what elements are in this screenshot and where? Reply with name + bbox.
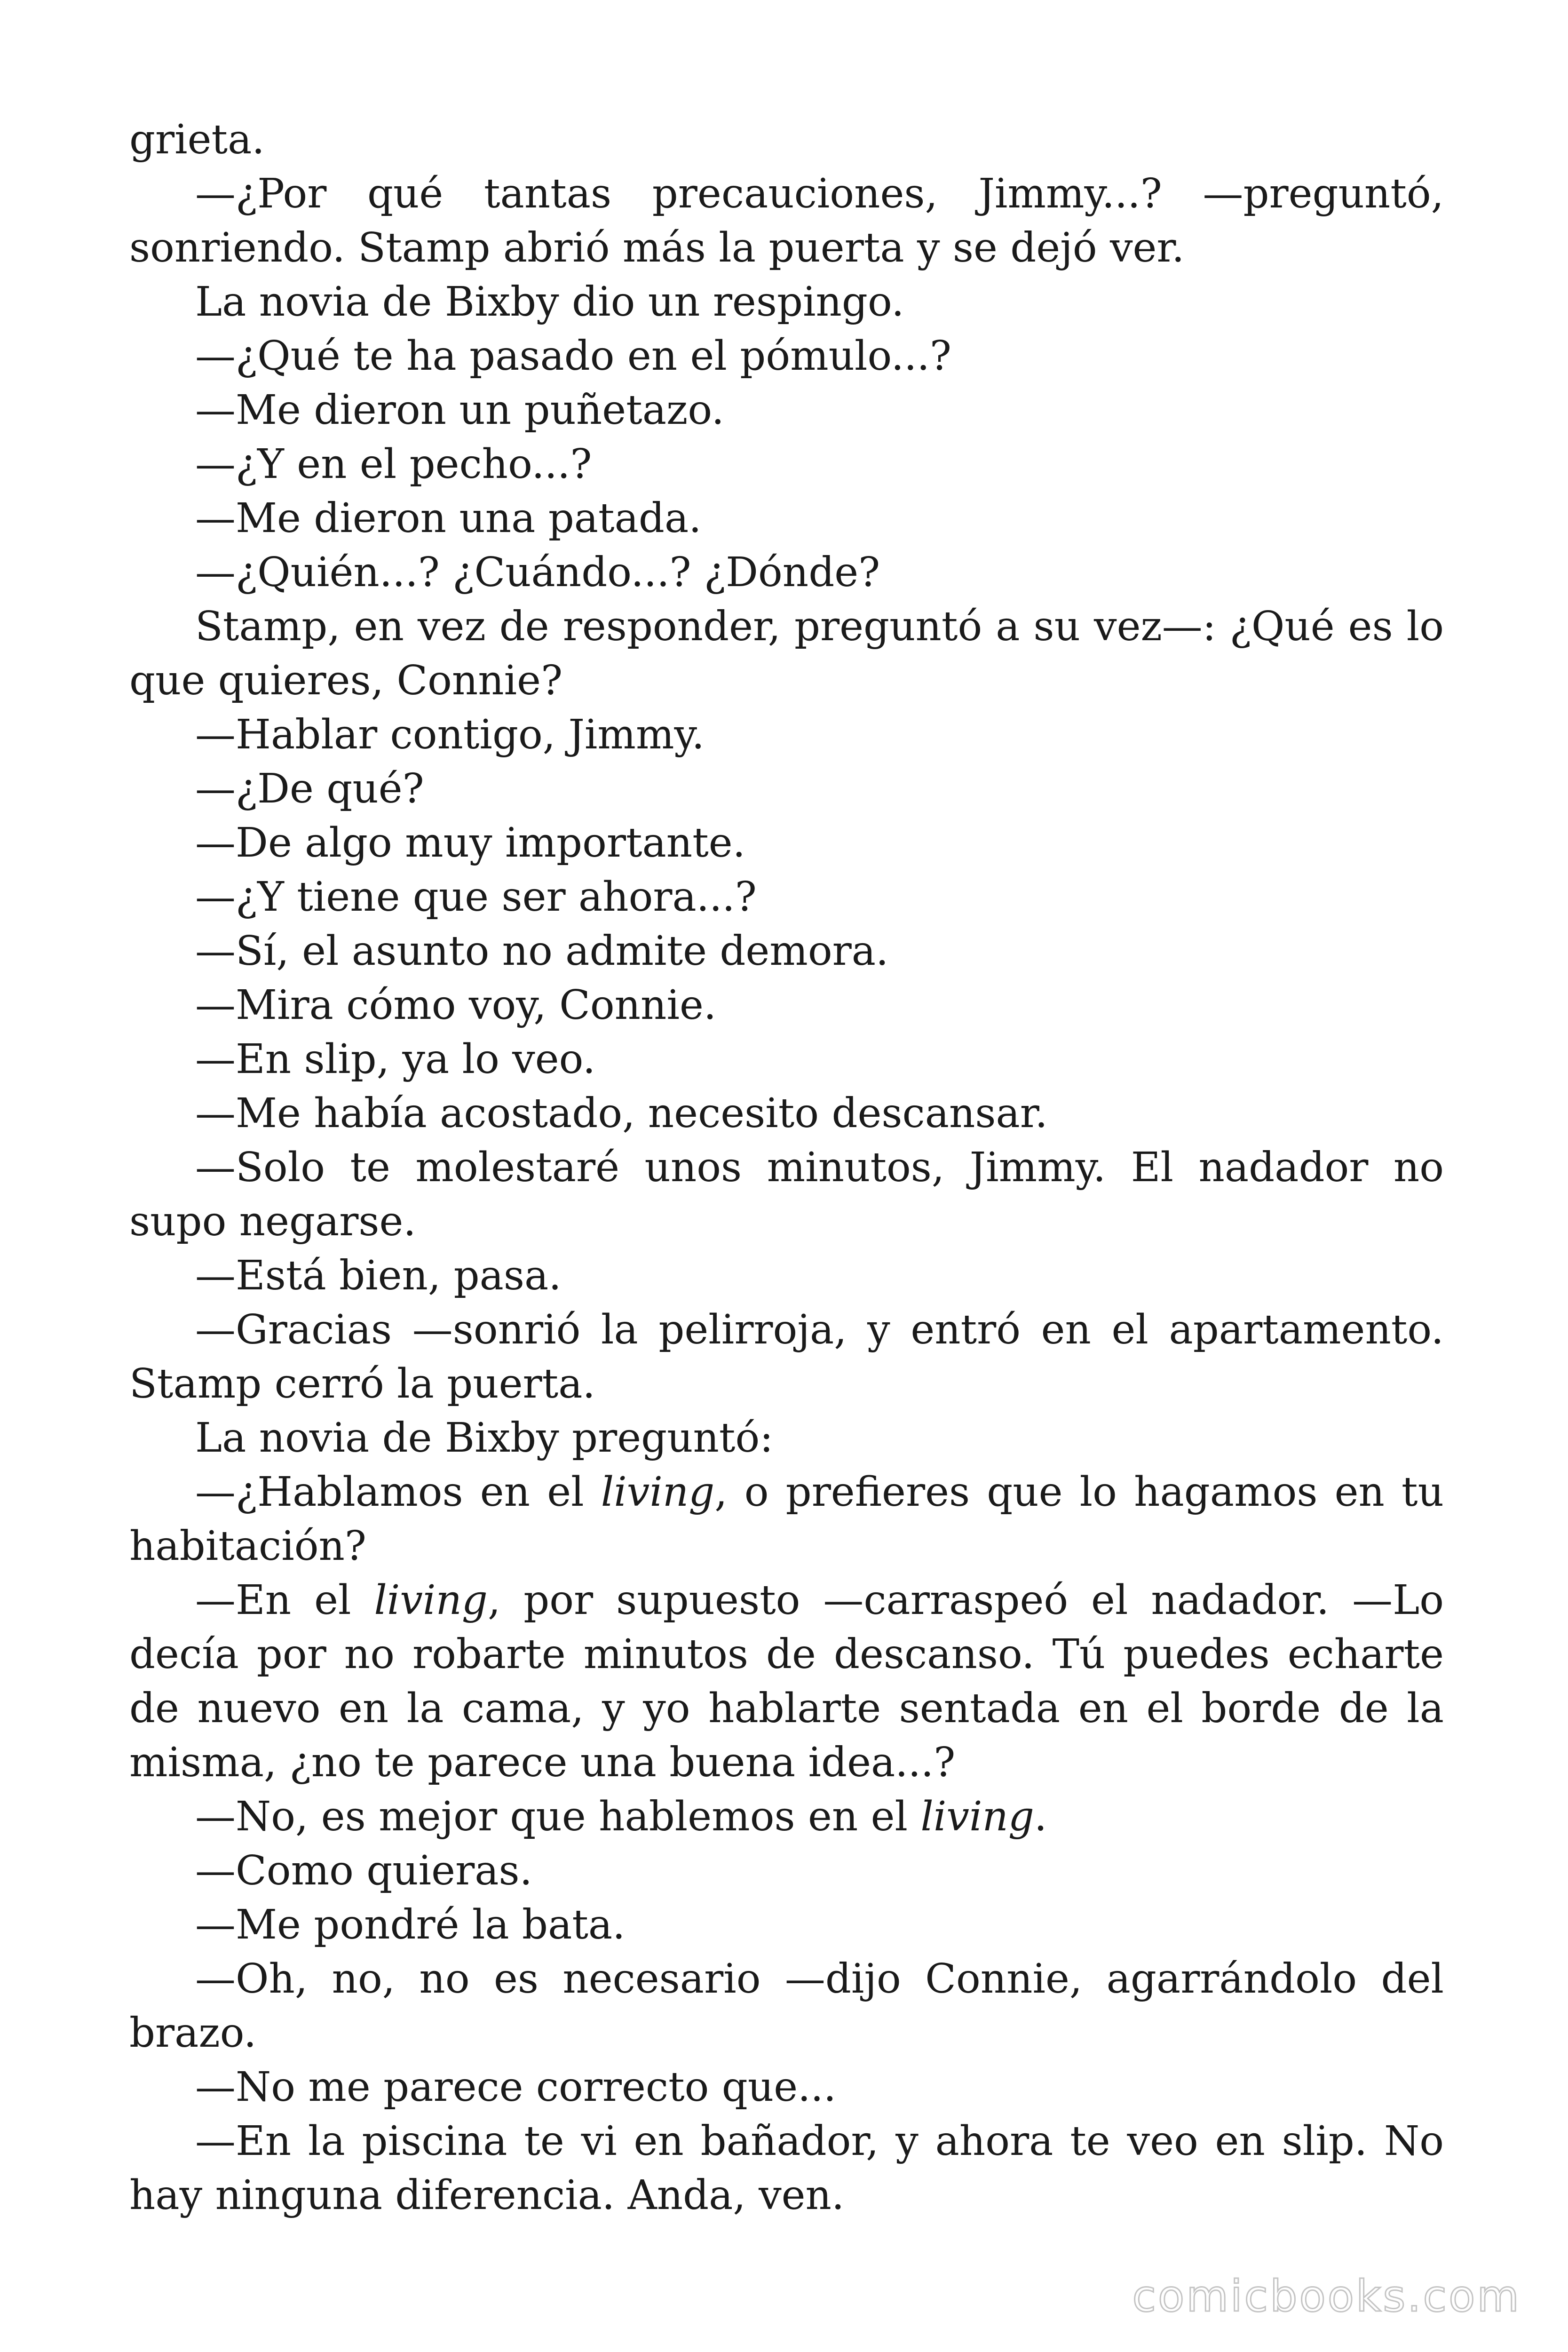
paragraph: —¿Por qué tantas precauciones, Jimmy...? —preguntó, sonriendo. Stamp abrió más la puerta y se dejó ver. — [129, 170, 1444, 271]
paragraph: —En slip, ya lo veo. — [195, 1036, 596, 1083]
paragraph: —¿De qué? — [195, 765, 424, 812]
paragraph: —¿Y en el pecho...? — [195, 441, 592, 488]
paragraph: —Oh, no, no es necesario —dijo Connie, agarrándolo del brazo. — [129, 1955, 1444, 2057]
paragraph: grieta. — [129, 116, 265, 163]
paragraph: —En la piscina te vi en bañador, y ahora te veo en slip. No hay ninguna diferencia. Anda, ven. — [129, 2118, 1444, 2219]
text-run: . — [1034, 1793, 1047, 1840]
paragraph — [129, 1790, 1444, 1844]
italic-word: living — [374, 1577, 488, 1624]
text-run: , por supuesto —carraspeó el nadador. —Lo decía por no robarte minutos de descanso. Tú puedes echarte de nuevo en la cama, y yo hablarte sentada en el borde de la misma, ¿no te parece una buena idea...? — [129, 1577, 1444, 1786]
paragraph: —¿Qué te ha pasado en el pómulo...? — [195, 333, 951, 380]
paragraph: —Mira cómo voy, Connie. — [195, 982, 717, 1029]
paragraph: La novia de Bixby dio un respingo. — [195, 278, 904, 326]
paragraph: —Como quieras. — [195, 1847, 532, 1894]
paragraph: —Me había acostado, necesito descansar. — [195, 1090, 1048, 1137]
paragraph: —¿Quién...? ¿Cuándo...? ¿Dónde? — [195, 549, 880, 596]
paragraph: —Está bien, pasa. — [195, 1252, 562, 1299]
text-run: —¿Hablamos en el — [195, 1469, 601, 1516]
paragraph: —Me dieron un puñetazo. — [195, 387, 724, 434]
paragraph — [129, 1573, 1444, 1790]
page-body — [129, 113, 1444, 2223]
paragraph: Stamp, en vez de responder, preguntó a su vez—: ¿Qué es lo que quieres, Connie? — [129, 603, 1444, 704]
paragraph: —No me parece correcto que... — [195, 2064, 837, 2111]
italic-word: living — [601, 1469, 715, 1516]
text-run: —En el — [195, 1577, 374, 1624]
text-run: —No, es mejor que hablemos en el — [195, 1793, 921, 1840]
text-run: , o prefieres que lo hagamos en tu habitación? — [129, 1469, 1444, 1570]
italic-word: living — [920, 1793, 1034, 1840]
paragraph: La novia de Bixby preguntó: — [195, 1414, 774, 1462]
paragraph: —Gracias —sonrió la pelirroja, y entró en el apartamento. Stamp cerró la puerta. — [129, 1306, 1444, 1407]
paragraph: —Sí, el asunto no admite demora. — [195, 928, 889, 975]
paragraph: —Hablar contigo, Jimmy. — [195, 711, 705, 758]
paragraph — [129, 1465, 1444, 1573]
paragraph: —Me pondré la bata. — [195, 1901, 626, 1948]
watermark: comicbooks.com — [1132, 2271, 1521, 2321]
paragraph: —Solo te molestaré unos minutos, Jimmy. El nadador no supo negarse. — [129, 1144, 1444, 1245]
paragraph: —De algo muy importante. — [195, 819, 745, 866]
paragraph: —Me dieron una patada. — [195, 495, 702, 542]
paragraph: —¿Y tiene que ser ahora...? — [195, 874, 757, 921]
